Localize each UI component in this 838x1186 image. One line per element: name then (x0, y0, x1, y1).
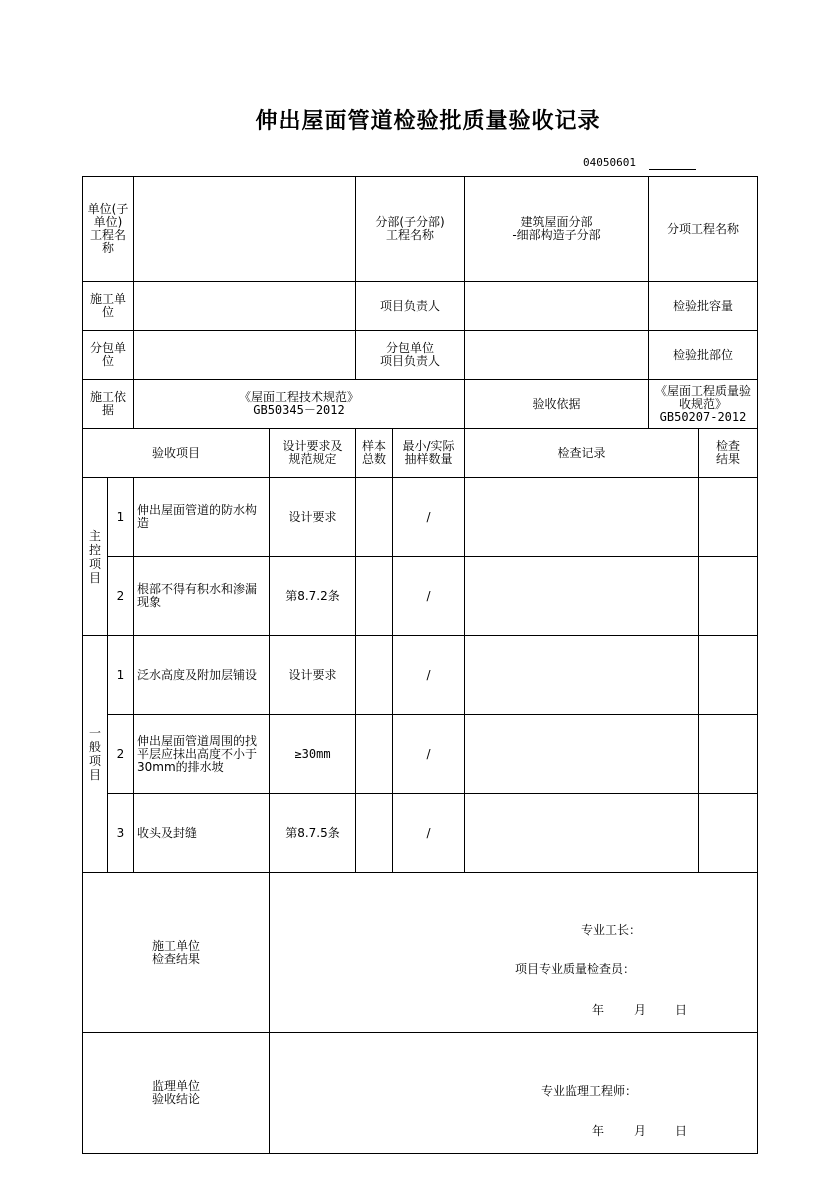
check-result[interactable] (699, 794, 758, 873)
construction-basis-label: 施工依据 (83, 380, 134, 429)
unit-name-label: 单位(子单位) 工程名称 (83, 177, 134, 282)
design-requirement: 设计要求 (270, 478, 356, 557)
check-record[interactable] (465, 794, 699, 873)
contractor-date-month: 月 (634, 1003, 647, 1017)
item-name: 收头及封缝 (134, 794, 270, 873)
contractor-label: 施工单位 (83, 282, 134, 331)
min-sample[interactable]: / (393, 478, 465, 557)
supervisor-date-year: 年 (592, 1124, 605, 1138)
min-sample[interactable]: / (393, 636, 465, 715)
construction-basis-value: 《屋面工程技术规范》 GB50345－2012 (134, 380, 465, 429)
col-record: 检查记录 (465, 429, 699, 478)
col-sample: 样本 总数 (356, 429, 393, 478)
table-row (83, 715, 758, 794)
foreman-label: 专业工长： (581, 923, 642, 937)
sample-total[interactable] (356, 794, 393, 873)
check-result[interactable] (699, 715, 758, 794)
sub-manager-value[interactable] (465, 331, 649, 380)
design-requirement: 第8.7.2条 (270, 557, 356, 636)
subcontractor-label: 分包单位 (83, 331, 134, 380)
contractor-date-year: 年 (592, 1003, 605, 1017)
division-name-label: 分部(子分部) 工程名称 (356, 177, 465, 282)
page-title: 伸出屋面管道检验批质量验收记录 (255, 109, 601, 134)
check-result[interactable] (699, 557, 758, 636)
check-record[interactable] (465, 636, 699, 715)
item-name: 伸出屋面管道周围的找平层应抹出高度不小于30mm的排水坡 (134, 715, 270, 794)
main-control-group-label: 主控项目 (83, 478, 108, 636)
row-number: 1 (108, 636, 134, 715)
table-row (83, 794, 758, 873)
row-number: 2 (108, 557, 134, 636)
col-result: 检查 结果 (699, 429, 758, 478)
table-row (83, 636, 758, 715)
table-row (83, 478, 758, 557)
row-number: 1 (108, 478, 134, 557)
supervisor-check-label: 监理单位 验收结论 (83, 1033, 270, 1154)
item-name: 伸出屋面管道的防水构造 (134, 478, 270, 557)
batch-capacity-label: 检验批容量 (649, 282, 758, 331)
table-row (83, 557, 758, 636)
min-sample[interactable]: / (393, 794, 465, 873)
contractor-date-day: 日 (675, 1003, 688, 1017)
design-requirement: ≥30mm (270, 715, 356, 794)
acceptance-basis-label: 验收依据 (465, 380, 649, 429)
sample-total[interactable] (356, 557, 393, 636)
unit-name-value[interactable] (134, 177, 356, 282)
division-name-value[interactable]: 建筑屋面分部 -细部构造子分部 (465, 177, 649, 282)
contractor-check-label: 施工单位 检查结果 (83, 873, 270, 1033)
col-design: 设计要求及 规范规定 (270, 429, 356, 478)
supervising-engineer-label: 专业监理工程师： (541, 1084, 638, 1098)
subcontractor-value[interactable] (134, 331, 356, 380)
project-manager-label: 项目负责人 (356, 282, 465, 331)
item-name: 泛水高度及附加层铺设 (134, 636, 270, 715)
check-result[interactable] (699, 636, 758, 715)
form-code: 04050601 (583, 156, 636, 169)
check-record[interactable] (465, 557, 699, 636)
check-record[interactable] (465, 478, 699, 557)
general-group-label: 一般项目 (83, 636, 108, 873)
check-result[interactable] (699, 478, 758, 557)
row-number: 3 (108, 794, 134, 873)
sub-manager-label: 分包单位 项目负责人 (356, 331, 465, 380)
supervisor-date-month: 月 (634, 1124, 647, 1138)
col-min: 最小/实际 抽样数量 (393, 429, 465, 478)
check-record[interactable] (465, 715, 699, 794)
quality-inspector-label: 项目专业质量检查员： (515, 962, 636, 976)
sample-total[interactable] (356, 478, 393, 557)
contractor-value[interactable] (134, 282, 356, 331)
inspection-form (82, 176, 758, 1154)
subitem-name-label: 分项工程名称 (649, 177, 758, 282)
contractor-check-area[interactable] (270, 873, 758, 1033)
sample-total[interactable] (356, 715, 393, 794)
sample-total[interactable] (356, 636, 393, 715)
design-requirement: 第8.7.5条 (270, 794, 356, 873)
code-underline (649, 169, 696, 170)
acceptance-basis-value: 《屋面工程质量验收规范》 GB50207-2012 (649, 380, 758, 429)
batch-location-label: 检验批部位 (649, 331, 758, 380)
item-name: 根部不得有积水和渗漏现象 (134, 557, 270, 636)
col-item: 验收项目 (83, 429, 270, 478)
supervisor-date-day: 日 (675, 1124, 688, 1138)
min-sample[interactable]: / (393, 715, 465, 794)
design-requirement: 设计要求 (270, 636, 356, 715)
min-sample[interactable]: / (393, 557, 465, 636)
project-manager-value[interactable] (465, 282, 649, 331)
row-number: 2 (108, 715, 134, 794)
supervisor-check-area[interactable] (270, 1033, 758, 1154)
